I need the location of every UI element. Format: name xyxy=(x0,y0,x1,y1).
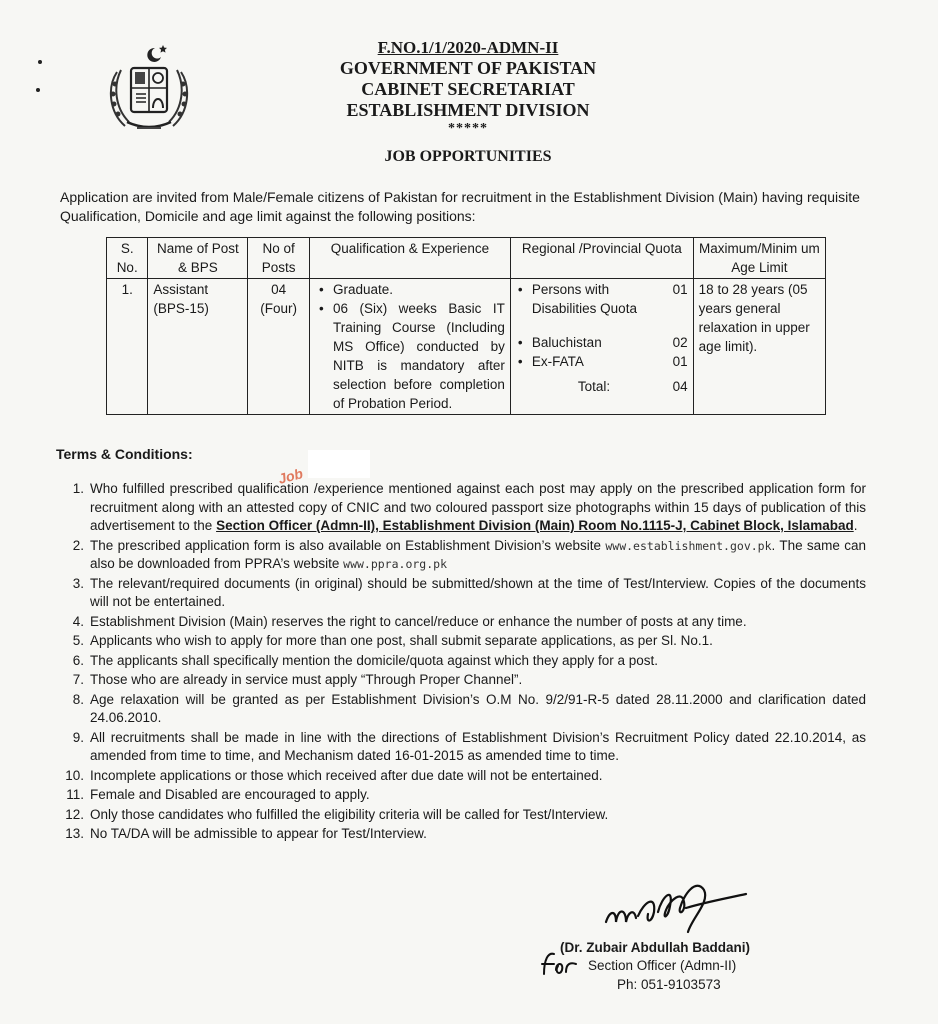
state-emblem-icon xyxy=(103,42,195,142)
office-address: Section Officer (Admn-II), Establishment Division (Main) Room No.1115-J, Cabinet Block, Islamabad xyxy=(216,518,854,533)
list-item xyxy=(56,825,866,844)
item-text: Age relaxation will be granted as per Establishment Division’s O.M No. 9/2/91-R-5 dated 28.11.2000 and clarification dated 24.06.2010. xyxy=(90,691,866,725)
item-number: 11. xyxy=(66,787,84,802)
qualification-list xyxy=(315,280,505,413)
cell-posts-count: 04 (Four) xyxy=(248,279,310,415)
item-number: 4. xyxy=(72,613,84,629)
item-number: 13. xyxy=(65,826,84,841)
list-item xyxy=(56,632,866,651)
item-text: The applicants shall specifically mention the domicile/quota against which they apply for a post. xyxy=(90,652,659,668)
list-item xyxy=(56,537,866,574)
watermark: Job xyxy=(276,465,305,487)
item-text: Applicants who wish to apply for more than one post, shall submit separate applications, as per Sl. No.1. xyxy=(90,633,713,648)
item-number: 2. xyxy=(72,537,84,553)
list-item xyxy=(56,806,866,825)
signatory-name: (Dr. Zubair Abdullah Baddani) xyxy=(560,940,751,955)
list-item xyxy=(56,767,866,786)
ppra-website-link[interactable]: www.ppra.org.pk xyxy=(343,557,447,571)
item-text: Those who are already in service must apply “Through Proper Channel”. xyxy=(90,672,523,687)
item-text: All recruitments shall be made in line with the directions of Establishment Division’s Recruitment Policy dated 22.10.2014, as amended from time to time, and Mechanism dated 16-01-2015 as amended time to time. xyxy=(90,729,866,763)
quota-total-label: Total: xyxy=(577,379,611,394)
item-text: Establishment Division (Main) reserves the right to cancel/reduce or enhance the number of posts at any time. xyxy=(90,613,747,629)
quota-label: • Baluchistan xyxy=(516,333,602,352)
signatory-title: Section Officer (Admn-II) xyxy=(588,958,737,973)
item-text-end: . xyxy=(853,518,858,533)
quota-label: • Ex-FATA xyxy=(516,352,584,371)
item-text: Female and Disabled are encouraged to apply. xyxy=(90,787,370,802)
quota-label: • Persons with Disabilities Quota xyxy=(516,280,673,318)
item-text: . The same can also be downloaded from PPRA’s website xyxy=(90,537,866,571)
item-number: 8. xyxy=(72,691,84,707)
page-title: JOB OPPORTUNITIES xyxy=(384,148,552,165)
terms-list xyxy=(56,480,866,845)
item-number: 10. xyxy=(65,767,84,783)
letter-header xyxy=(258,38,678,167)
header-post-name: Name of Post & BPS xyxy=(148,238,248,279)
secretariat-name: CABINET SECRETARIAT xyxy=(361,79,575,99)
cell-post-name: Assistant (BPS-15) xyxy=(148,279,248,415)
item-text: No TA/DA will be admissible to appear for Test/Interview. xyxy=(90,826,427,841)
signature-icon xyxy=(600,872,750,947)
quota-count: 01 xyxy=(672,282,688,297)
header-sno: S. No. xyxy=(107,238,148,279)
item-text: Who fulfilled prescribed qualification /experience mentioned against each post may apply on the prescribed application form for recruitment along with an attested copy of CNIC and two coloured passport size photographs within 15 days of publication of this advertisement to the xyxy=(90,481,866,533)
qualification-item: • Graduate. xyxy=(315,280,505,299)
quota-item xyxy=(516,352,688,371)
item-number: 6. xyxy=(72,652,84,668)
margin-dot xyxy=(38,60,42,64)
quota-count: 01 xyxy=(672,354,688,369)
list-item xyxy=(56,480,866,536)
header-qualification: Qualification & Experience xyxy=(309,238,510,279)
cell-sno: 1. xyxy=(107,279,148,415)
cell-quota xyxy=(510,279,693,415)
list-item xyxy=(56,691,866,728)
header-age-limit: Maximum/Minim um Age Limit xyxy=(693,238,825,279)
quota-item xyxy=(516,333,688,352)
intro-paragraph: Application are invited from Male/Female citizens of Pakistan for recruitment in the Establishment Division (Main) having requisite Qualification, Domicile and age limit against the following positions: xyxy=(60,189,860,224)
item-number: 1. xyxy=(72,481,84,496)
header-quota: Regional /Provincial Quota xyxy=(510,238,693,279)
terms-title: Terms & Conditions: xyxy=(56,446,193,462)
header-posts-count: No of Posts xyxy=(248,238,310,279)
cell-age-limit: 18 to 28 years (05 years general relaxation in upper age limit). xyxy=(693,279,825,415)
positions-table xyxy=(106,237,826,415)
item-number: 12. xyxy=(65,806,84,822)
item-text: The prescribed application form is also available on Establishment Division’s website xyxy=(90,537,606,553)
quota-count: 02 xyxy=(672,335,688,350)
table-header-row xyxy=(107,238,826,279)
item-text: Only those candidates who fulfilled the eligibility criteria will be called for Test/Interview. xyxy=(90,806,609,822)
list-item xyxy=(56,729,866,766)
item-number: 3. xyxy=(72,575,84,591)
quota-total xyxy=(516,377,688,396)
division-name: ESTABLISHMENT DIVISION xyxy=(346,100,590,120)
cell-qualification xyxy=(309,279,510,415)
watermark-mask xyxy=(308,450,370,478)
list-item xyxy=(56,652,866,671)
item-number: 5. xyxy=(72,633,84,648)
signatory-phone: Ph: 051-9103573 xyxy=(617,977,721,992)
item-number: 7. xyxy=(72,672,84,687)
list-item xyxy=(56,786,866,805)
file-number: F.NO.1/1/2020-ADMN-II xyxy=(377,38,559,57)
table-row xyxy=(107,279,826,415)
list-item xyxy=(56,671,866,690)
quota-total-value: 04 xyxy=(672,379,688,394)
item-text: Incomplete applications or those which received after due date will not be entertained. xyxy=(90,767,603,783)
government-name: GOVERNMENT OF PAKISTAN xyxy=(339,58,597,78)
list-item xyxy=(56,613,866,632)
item-text: The relevant/required documents (in original) should be submitted/shown at the time of Test/Interview. Copies of the documents will not be entertained. xyxy=(90,575,866,609)
quota-item xyxy=(516,280,688,318)
list-item xyxy=(56,575,866,612)
qualification-item: • 06 (Six) weeks Basic IT Training Course (Including MS Office) conducted by NITB is mandatory after selection before completion of Probation Period. xyxy=(315,299,505,413)
margin-dot xyxy=(36,88,40,92)
establishment-website-link[interactable]: www.establishment.gov.pk xyxy=(605,538,772,553)
stars-divider: ***** xyxy=(448,121,488,136)
item-number: 9. xyxy=(72,729,84,745)
